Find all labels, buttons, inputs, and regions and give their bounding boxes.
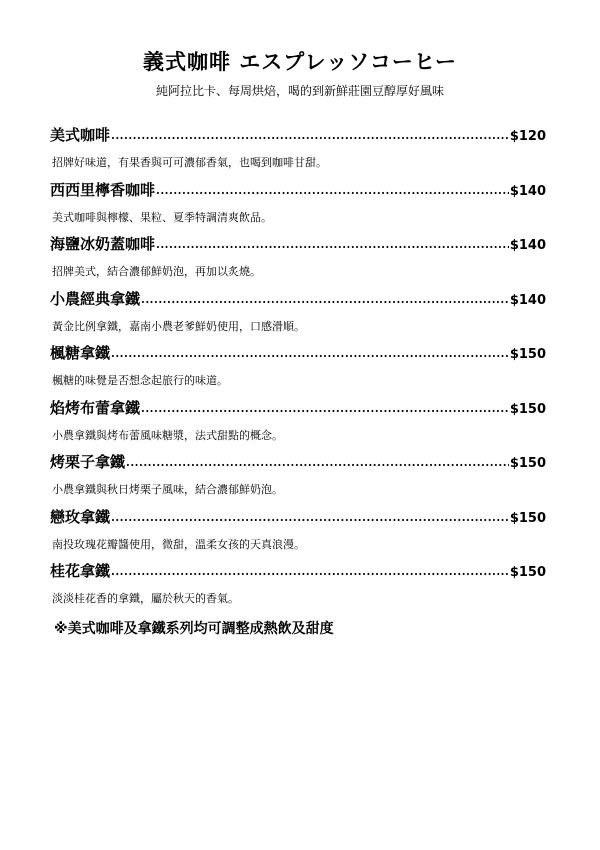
menu-item-price: $120 <box>509 129 546 144</box>
dot-leader <box>141 402 509 415</box>
menu-item-price: $140 <box>509 183 546 199</box>
menu-item-row <box>50 447 546 475</box>
menu-item-price: $150 <box>509 510 546 526</box>
menu-item-name: 海鹽冰奶蓋咖啡 <box>50 235 156 253</box>
dot-leader <box>111 347 509 360</box>
menu-item-row <box>50 175 546 203</box>
menu-item-row <box>50 284 546 312</box>
dot-leader <box>156 184 509 197</box>
menu-item-description: 美式咖啡與檸檬、果粒、夏季特調清爽飲品。 <box>52 210 272 224</box>
menu-item <box>50 284 546 339</box>
menu-item-price: $150 <box>509 565 546 580</box>
dot-leader <box>141 293 509 306</box>
menu-item-price: $150 <box>509 401 546 417</box>
menu-item-price: $150 <box>509 347 546 362</box>
menu-item-description: 小農拿鐵與秋日烤栗子風味，結合濃郁鮮奶泡。 <box>52 483 283 496</box>
menu-item-price: $140 <box>509 292 546 308</box>
menu-item-row <box>50 556 546 584</box>
menu-item-row <box>50 502 546 530</box>
menu-item-description: 黃金比例拿鐵，嘉南小農老爹鮮奶使用，口感滑順。 <box>52 319 305 333</box>
menu-item-row <box>50 120 546 148</box>
menu-item-description: 淡淡桂花香的拿鐵，屬於秋天的香氣。 <box>52 592 239 605</box>
menu-item-description: 南投玫瑰花瓣醬使用，微甜，溫柔女孩的天真浪漫。 <box>52 537 305 551</box>
menu-list <box>50 120 546 611</box>
menu-item <box>50 502 546 557</box>
menu-item-description: 楓糖的味覺是否想念起旅行的味道。 <box>52 374 228 387</box>
menu-item-name: 焰烤布蕾拿鐵 <box>50 398 141 417</box>
menu-item-row <box>50 338 546 366</box>
menu-item <box>50 338 546 393</box>
menu-item-description: 招牌美式，結合濃郁鮮奶泡，再加以炙燒。 <box>52 265 261 278</box>
menu-item <box>50 393 546 448</box>
menu-item-name: 楓糖拿鐵 <box>50 344 111 362</box>
dot-leader <box>156 238 509 251</box>
menu-item-price: $140 <box>509 238 546 253</box>
dot-leader <box>111 565 509 578</box>
menu-item-name: 西西里檸香咖啡 <box>50 180 156 199</box>
menu-item-description: 小農拿鐵與烤布蕾風味糖漿，法式甜點的概念。 <box>52 428 283 442</box>
dot-leader <box>111 129 509 142</box>
menu-item <box>50 556 546 611</box>
menu-item-row <box>50 229 546 257</box>
page-subtitle: 純阿拉比卡、每周烘焙，喝的到新鮮莊園豆醇厚好風味 <box>155 84 444 98</box>
menu-item-name: 戀玫拿鐵 <box>50 507 111 526</box>
page-title: 義式咖啡 エスプレッソコーヒー <box>143 50 457 74</box>
menu-item-description: 招牌好味道，有果香與可可濃郁香氣，也喝到咖啡甘甜。 <box>52 156 327 169</box>
menu-item <box>50 175 546 230</box>
menu-item <box>50 447 546 502</box>
dot-leader <box>126 456 509 469</box>
menu-item-price: $150 <box>509 456 546 471</box>
dot-leader <box>111 511 509 524</box>
menu-item-row <box>50 393 546 421</box>
menu-item <box>50 229 546 284</box>
footnote: ※美式咖啡及拿鐵系列均可調整成熱飲及甜度 <box>54 621 334 637</box>
menu-item-name: 小農經典拿鐵 <box>50 289 141 308</box>
menu-item-name: 桂花拿鐵 <box>50 562 111 580</box>
menu-item <box>50 120 546 175</box>
menu-item-name: 美式咖啡 <box>50 126 111 144</box>
menu-item-name: 烤栗子拿鐵 <box>50 453 126 471</box>
